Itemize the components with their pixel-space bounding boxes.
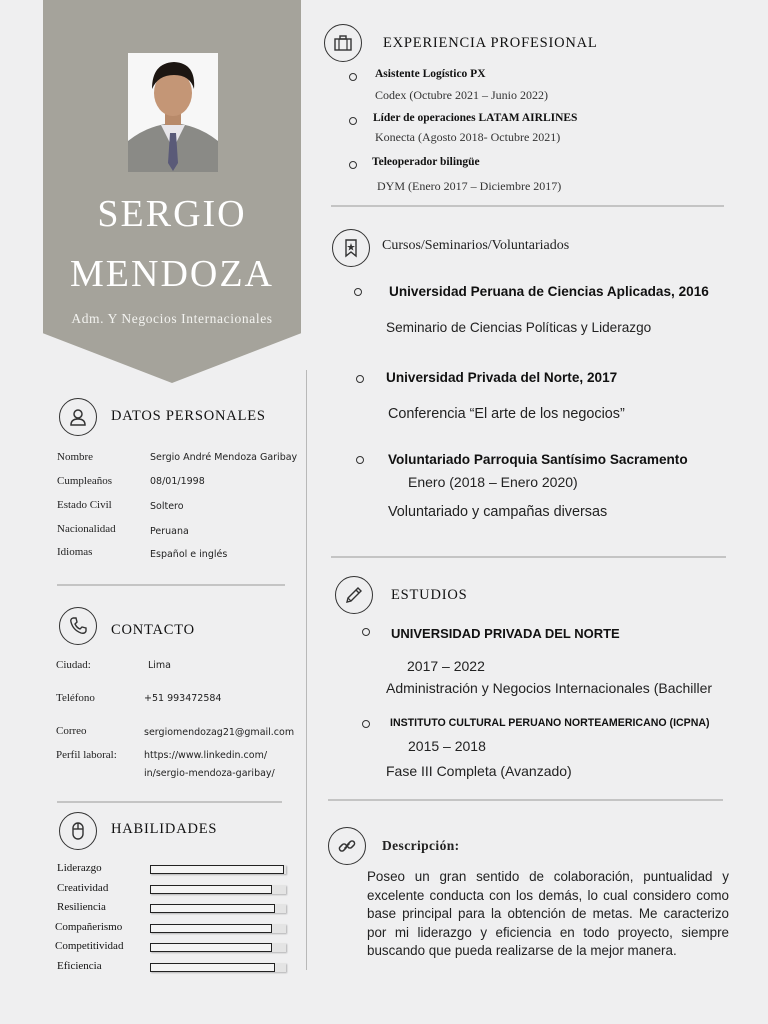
bookmark-star-icon	[332, 229, 370, 267]
column-divider	[306, 370, 307, 970]
contact-linkedin-link[interactable]: https://www.linkedin.com/	[144, 750, 268, 761]
personal-value: Soltero	[150, 501, 184, 512]
profile-subtitle: Adm. Y Negocios Internacionales	[71, 311, 273, 326]
course-detail: Seminario de Ciencias Políticas y Liderazgo	[386, 320, 652, 335]
contact-phone: +51 993472584	[144, 693, 222, 704]
skill-bar-track	[150, 885, 286, 894]
list-bullet	[356, 375, 364, 383]
description-text: Poseo un gran sentido de colaboración, puntualidad y excelente conducta con los demás, lo cual considero como base principal para la obtención de metas. Me caracterizo por mi liderazgo y eficiencia en todo proyecto, siempre buscando que pueda realizarse de la mejor manera.	[367, 869, 729, 959]
list-bullet	[349, 117, 357, 125]
job-title: Asistente Logístico PX	[375, 68, 486, 80]
list-bullet	[356, 456, 364, 464]
last-name: MENDOZA	[70, 253, 274, 295]
mouse-icon	[59, 812, 97, 850]
personal-value: Peruana	[150, 526, 189, 537]
course-detail: Voluntariado y campañas diversas	[388, 504, 608, 520]
skill-bar-track	[150, 904, 286, 913]
contact-label: Perfil laboral:	[56, 749, 117, 761]
personal-label: Estado Civil	[57, 499, 112, 511]
skill-label: Resiliencia	[57, 901, 106, 913]
study-detail: Fase III Completa (Avanzado)	[386, 763, 572, 779]
personal-label: Cumpleaños	[57, 475, 112, 487]
personal-value: 08/01/1998	[150, 476, 205, 487]
skill-label: Creatividad	[57, 882, 109, 894]
skills-heading: HABILIDADES	[111, 821, 218, 837]
phone-icon	[59, 607, 97, 645]
skill-bar-fill	[150, 904, 275, 913]
study-years: 2017 – 2022	[407, 658, 485, 674]
briefcase-icon	[324, 24, 362, 62]
contact-label: Correo	[56, 725, 87, 737]
contact-email-link[interactable]: sergiomendozag21@gmail.com	[144, 727, 295, 738]
experience-heading: EXPERIENCIA PROFESIONAL	[383, 35, 598, 51]
job-title: Teleoperador bilingüe	[372, 156, 480, 168]
course-detail: Conferencia “El arte de los negocios”	[388, 406, 625, 422]
job-title: Líder de operaciones LATAM AIRLINES	[373, 112, 578, 124]
user-icon	[59, 398, 97, 436]
personal-label: Nombre	[57, 451, 94, 463]
personal-heading: DATOS PERSONALES	[111, 408, 266, 424]
skill-label: Competitividad	[55, 940, 124, 952]
personal-label: Idiomas	[57, 546, 93, 558]
contact-label: Teléfono	[56, 692, 95, 704]
skill-label: Eficiencia	[57, 960, 102, 972]
job-detail: DYM (Enero 2017 – Diciembre 2017)	[377, 179, 562, 193]
skill-bar-fill	[150, 943, 272, 952]
job-detail: Codex (Octubre 2021 – Junio 2022)	[375, 88, 548, 102]
section-divider	[331, 556, 726, 558]
link-icon	[328, 827, 366, 865]
course-date: Enero (2018 – Enero 2020)	[408, 474, 578, 490]
course-title: Universidad Privada del Norte, 2017	[386, 370, 618, 385]
list-bullet	[349, 73, 357, 81]
skill-label: Liderazgo	[57, 862, 102, 874]
section-divider	[57, 584, 285, 586]
study-detail: Administración y Negocios Internacionales (Bachiller	[386, 680, 713, 696]
contact-label: Ciudad:	[56, 659, 91, 671]
skill-bar-fill	[150, 963, 275, 972]
personal-value: Español e inglés	[150, 549, 228, 560]
study-title: INSTITUTO CULTURAL PERUANO NORTEAMERICANO (ICPNA)	[390, 717, 710, 729]
skill-bar-fill	[150, 865, 284, 874]
skill-bar-track	[150, 943, 286, 952]
list-bullet	[362, 720, 370, 728]
pencil-icon	[335, 576, 373, 614]
skill-bar-fill	[150, 885, 272, 894]
section-divider	[328, 799, 723, 801]
job-detail: Konecta (Agosto 2018- Octubre 2021)	[375, 130, 561, 144]
studies-heading: ESTUDIOS	[391, 587, 468, 603]
skill-bar-fill	[150, 924, 272, 933]
list-bullet	[354, 288, 362, 296]
personal-value: Sergio André Mendoza Garibay	[150, 452, 298, 463]
section-divider	[57, 801, 282, 803]
profile-photo	[128, 53, 218, 172]
list-bullet	[362, 628, 370, 636]
contact-city: Lima	[148, 660, 172, 671]
skill-bar-track	[150, 924, 286, 933]
description-heading: Descripción:	[382, 838, 460, 853]
skill-label: Compañerismo	[55, 921, 123, 933]
course-title: Voluntariado Parroquia Santísimo Sacramento	[388, 452, 688, 467]
first-name: SERGIO	[97, 193, 247, 235]
skill-bar-track	[150, 865, 286, 874]
contact-linkedin-link-cont[interactable]: in/sergio-mendoza-garibay/	[144, 768, 275, 779]
section-divider	[331, 205, 724, 207]
study-years: 2015 – 2018	[408, 738, 486, 754]
courses-heading: Cursos/Seminarios/Voluntariados	[382, 238, 570, 253]
study-title: UNIVERSIDAD PRIVADA DEL NORTE	[391, 626, 620, 641]
skill-bar-track	[150, 963, 286, 972]
contact-heading: CONTACTO	[111, 622, 195, 638]
course-title: Universidad Peruana de Ciencias Aplicadas, 2016	[389, 284, 709, 299]
personal-label: Nacionalidad	[57, 523, 116, 535]
list-bullet	[349, 161, 357, 169]
